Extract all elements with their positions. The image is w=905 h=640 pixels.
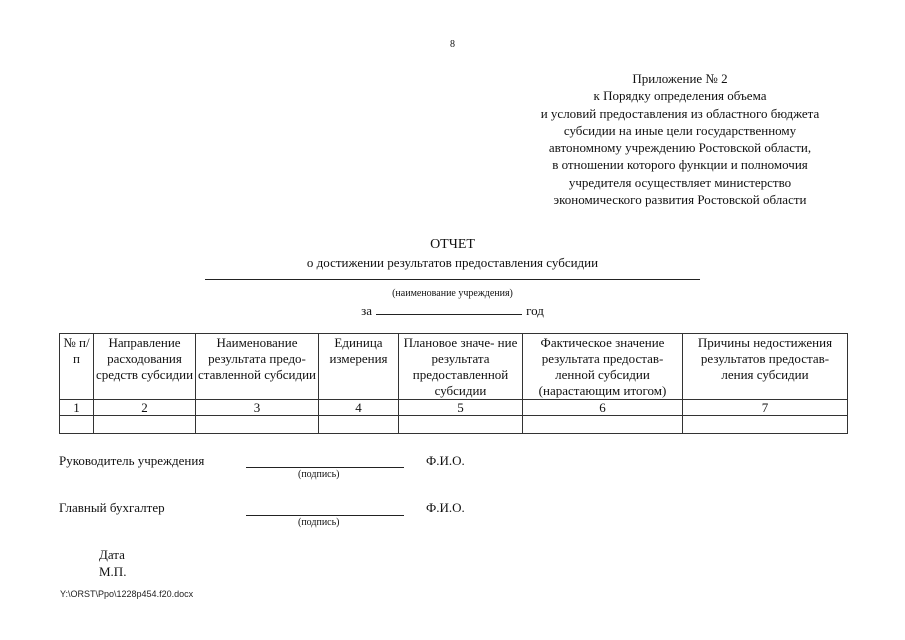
file-path: Y:\ORST\Ppo\1228p454.f20.docx [60, 589, 194, 599]
head-signature-line [246, 453, 404, 468]
table-cell [196, 416, 319, 434]
head-signature-caption: (подпись) [298, 469, 340, 480]
column-header: Причины недостижения результатов предостав- ления субсидии [683, 334, 848, 400]
stamp-label: М.П. [99, 564, 127, 579]
appendix-line: Приложение № 2 [632, 71, 728, 86]
column-header: Наименование результата предо- ставленной субсидии [196, 334, 319, 400]
institution-name-line [205, 279, 700, 280]
table-cell [60, 416, 94, 434]
column-number: 5 [399, 400, 523, 416]
appendix-line: экономического развития Ростовской области [553, 192, 807, 208]
table-cell [523, 416, 683, 434]
table-cell [319, 416, 399, 434]
report-period [0, 302, 905, 319]
accountant-label: Главный бухгалтер [59, 500, 165, 515]
period-prefix: за [361, 303, 373, 318]
report-table [59, 333, 848, 434]
column-number: 2 [94, 400, 196, 416]
table-cell [94, 416, 196, 434]
column-number: 4 [319, 400, 399, 416]
head-label: Руководитель учреждения [59, 453, 205, 468]
appendix-line: учредителя осуществляет министерство [568, 174, 792, 190]
head-fio: Ф.И.О. [426, 453, 465, 468]
table-row [60, 400, 848, 416]
period-suffix: год [526, 303, 544, 318]
column-header: Единица измерения [319, 334, 399, 400]
appendix-line: к Порядку определения объема [593, 88, 767, 104]
column-number: 3 [196, 400, 319, 416]
appendix-line: в отношении которого функции и полномочия [552, 157, 808, 173]
accountant-fio: Ф.И.О. [426, 500, 465, 515]
column-header: Плановое значе- ние результата предоставленной субсидии [399, 334, 523, 400]
institution-name-caption: (наименование учреждения) [392, 288, 513, 299]
table-header-row [60, 334, 848, 400]
column-number: 6 [523, 400, 683, 416]
accountant-signature-line [246, 501, 404, 516]
column-header: № п/п [60, 334, 94, 400]
accountant-signature-caption: (подпись) [298, 517, 340, 528]
column-number: 1 [60, 400, 94, 416]
appendix-block [500, 70, 860, 208]
table-row [60, 416, 848, 434]
appendix-line: субсидии на иные цели государственному [563, 122, 797, 138]
period-blank-line [376, 302, 522, 315]
appendix-line: автономному учреждению Ростовской области, [548, 140, 812, 156]
column-number: 7 [683, 400, 848, 416]
table-cell [399, 416, 523, 434]
report-title: ОТЧЕТ [430, 237, 475, 252]
date-label: Дата [99, 547, 125, 562]
report-subtitle: о достижении результатов предоставления субсидии [306, 255, 599, 270]
page-number: 8 [450, 39, 455, 50]
column-header: Фактическое значение результата предостав- ленной субсидии (нарастающим итогом) [523, 334, 683, 400]
column-header: Направление расходования средств субсидии [94, 334, 196, 400]
table-cell [683, 416, 848, 434]
appendix-line: и условий предоставления из областного бюджета [540, 105, 820, 121]
